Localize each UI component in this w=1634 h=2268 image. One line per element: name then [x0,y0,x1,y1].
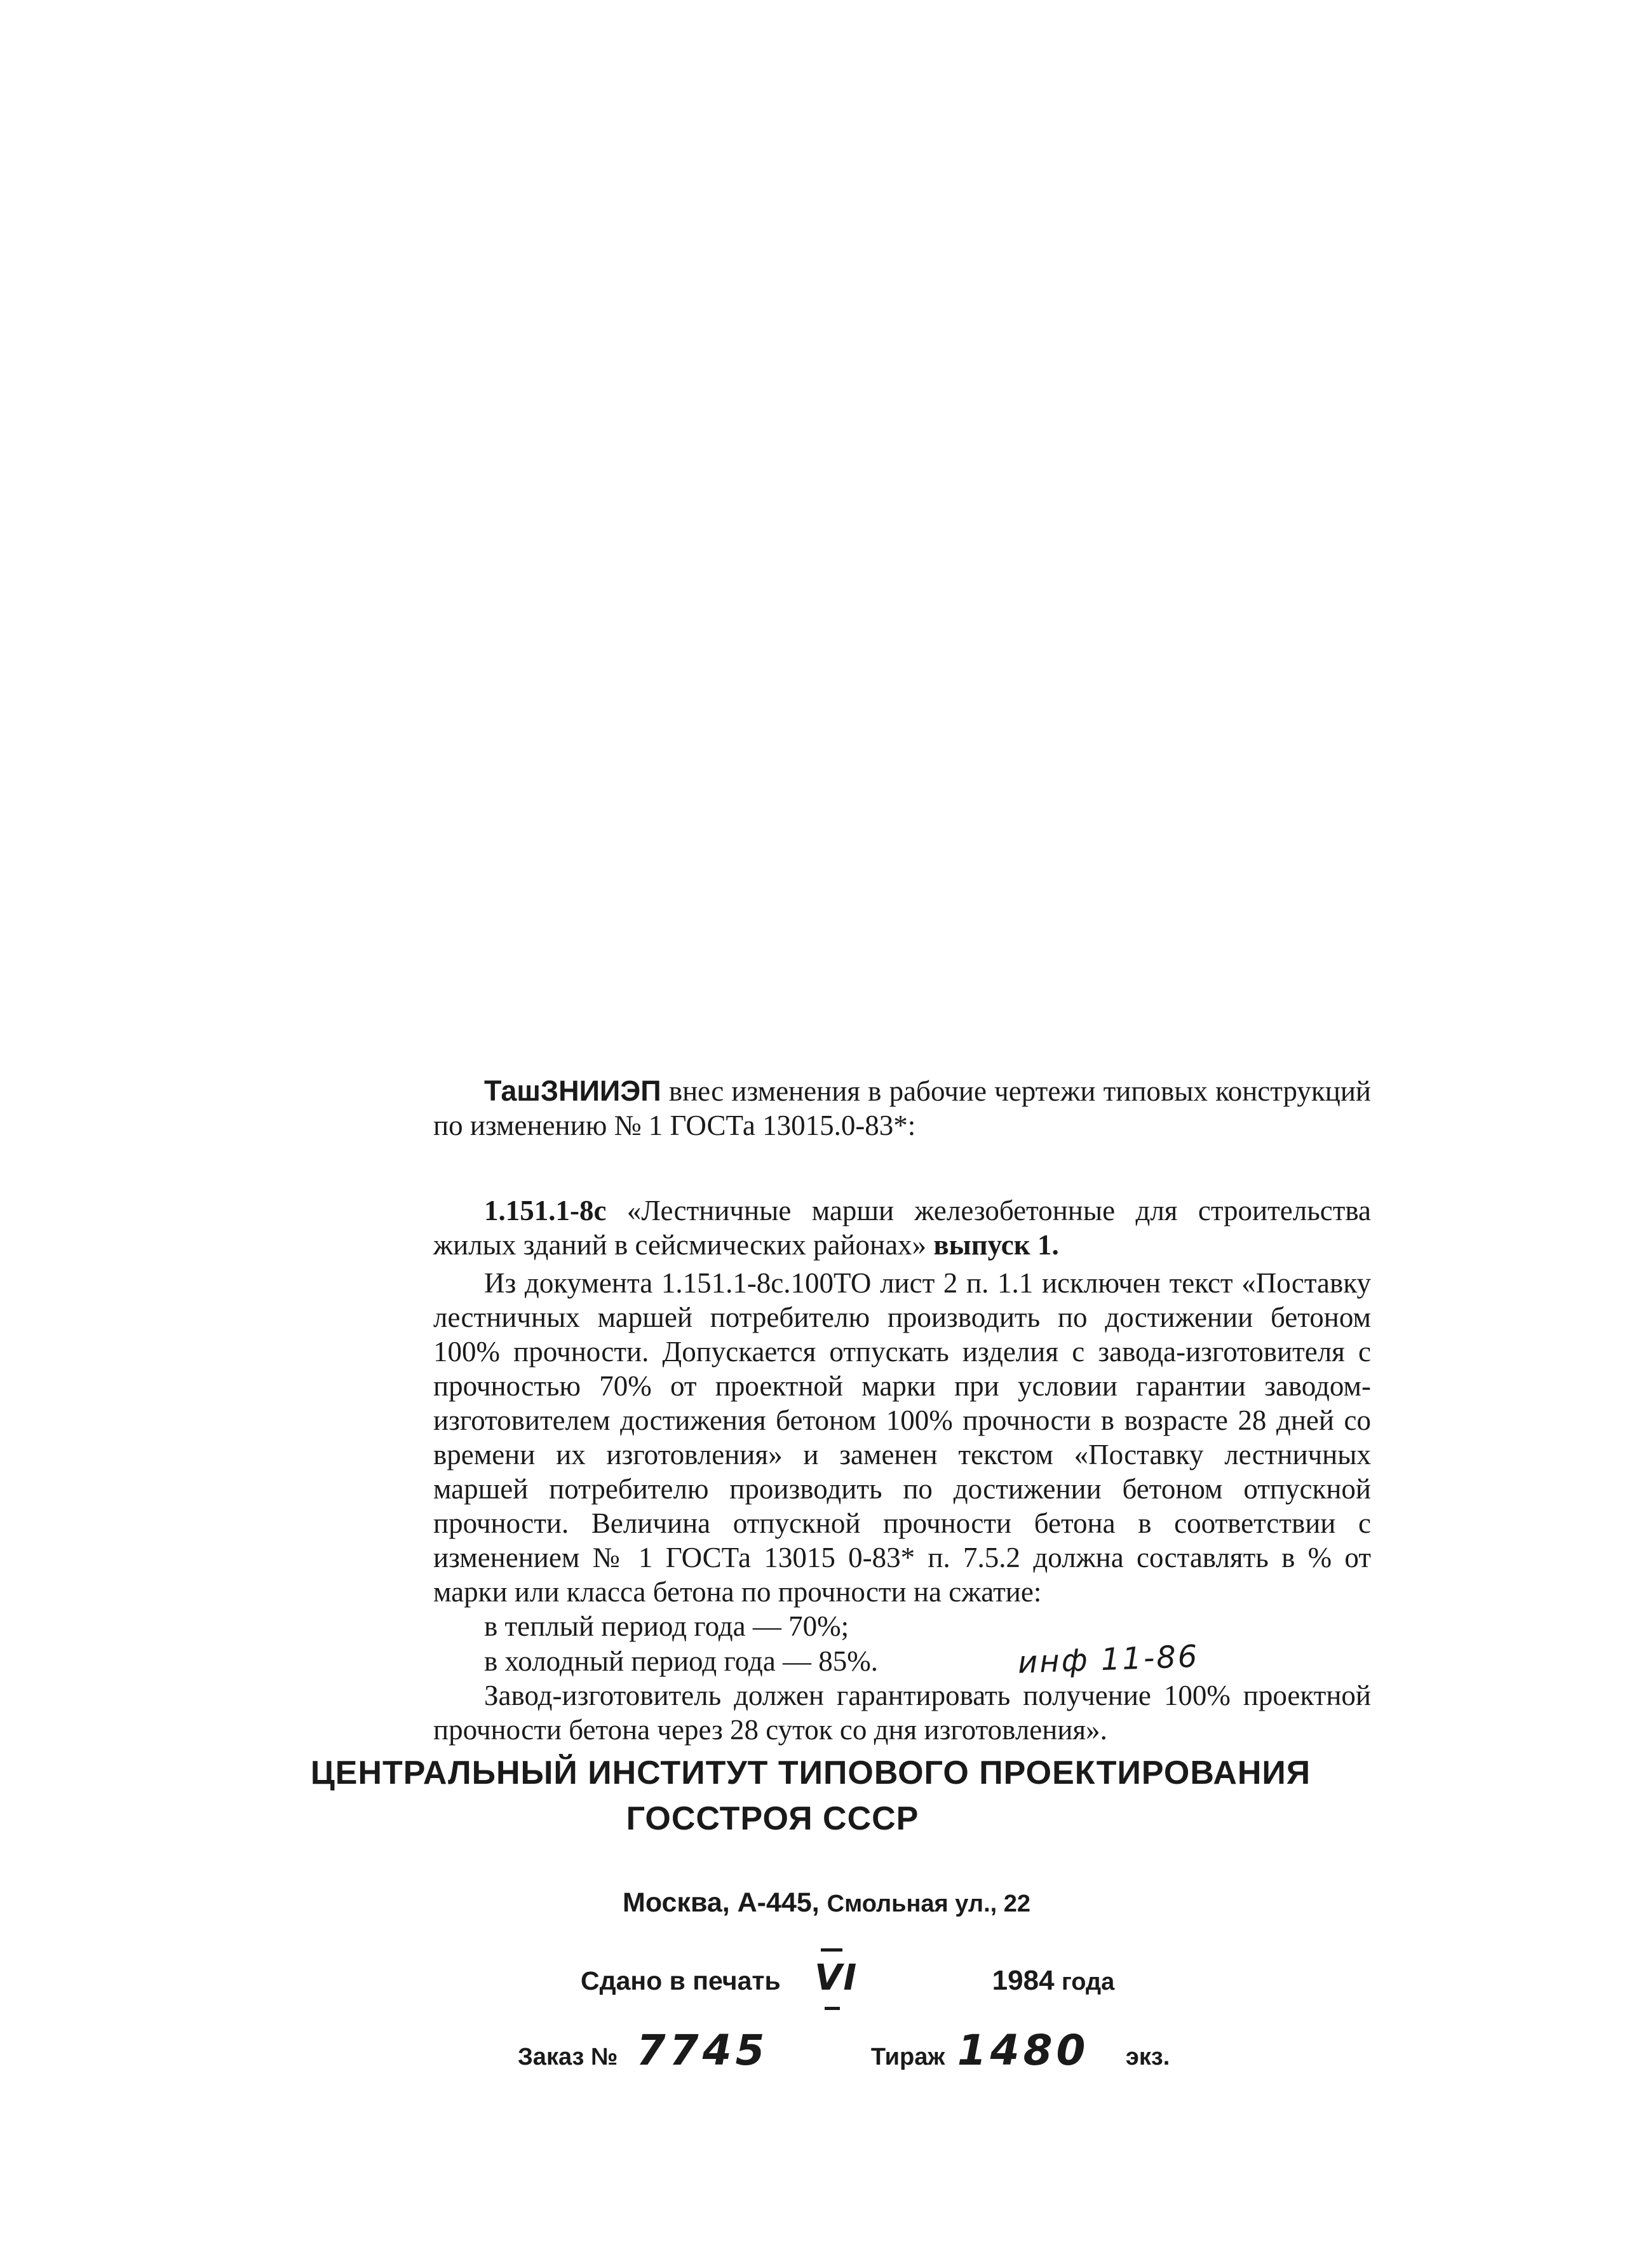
document-name: «Лестничные марши железобетонные для строительства жилых зданий в сейсмических районах» [433,1195,1371,1261]
print-year [992,1966,1115,1995]
cold-period-line [433,1638,1371,1681]
amendment-notice [433,1074,1371,1747]
document-issue: выпуск 1. [933,1229,1059,1261]
year-value: 1984 [992,1965,1055,1996]
notice-intro-text: внес изменения в рабочие чертежи типовых конструкций по изменению № 1 ГОСТа 13015.0-83*: [433,1075,1371,1141]
cold-period-text: в холодный период года — 85%. [484,1645,879,1677]
order-label: Заказ № [518,2044,618,2070]
institute-affiliation: ГОССТРОЯ СССР [626,1800,919,1837]
order-row [518,2026,1170,2075]
publisher-address [623,1887,1030,1918]
address-street: Смольная ул., 22 [827,1891,1031,1917]
circulation-number: 1480 [957,2026,1090,2075]
order-number: 7745 [636,2026,769,2075]
circulation [870,2026,1097,2075]
handwritten-note: инф 11-86 [1017,1638,1200,1681]
document-title [433,1193,1371,1262]
sent-month: VI [814,1957,858,1999]
sent-to-print-label: Сдано в печать [581,1966,781,1995]
address-city: Москва, А-445, [623,1887,820,1918]
copies-label: экз. [1125,2044,1170,2070]
notice-intro [433,1074,1371,1143]
guarantee-paragraph: Завод-изготовитель должен гарантировать получение 100% проектной прочности бетона через 28 суток со дня изготовления». [433,1680,1371,1746]
organization-name: ТашЗНИИЭП [484,1075,661,1107]
year-suffix: года [1061,1969,1115,1995]
amendment-body: Из документа 1.151.1-8с.100ТО лист 2 п. 1.1 исключен текст «Поставку лестничных маршей потребителю производить по достижении бетоном 100% прочности. Допускается отпускать изделия с завода-изготовителя с прочностью 70% от проектной марки при условии гарантии заводом-изготовителем достижения бетоном 100% прочности в возрасте 28 дней со времени их изготовления» и заменен текстом «Поставку лестничных маршей потребителю производить по достижении бетоном отпускной прочности. Величина отпускной прочности бетона в соответствии с изменением № 1 ГОСТа 13015 0-83* п. 7.5.2 должна составлять в % от марки или класса бетона по прочности на сжатие: [433,1267,1371,1608]
document-code: 1.151.1-8с [484,1195,607,1226]
institute-name: ЦЕНТРАЛЬНЫЙ ИНСТИТУТ ТИПОВОГО ПРОЕКТИРОВАНИЯ [310,1755,1311,1791]
circulation-label: Тираж [870,2044,945,2070]
warm-period-line: в теплый период года — 70%; [484,1610,849,1642]
print-date-row [581,1957,1114,1999]
